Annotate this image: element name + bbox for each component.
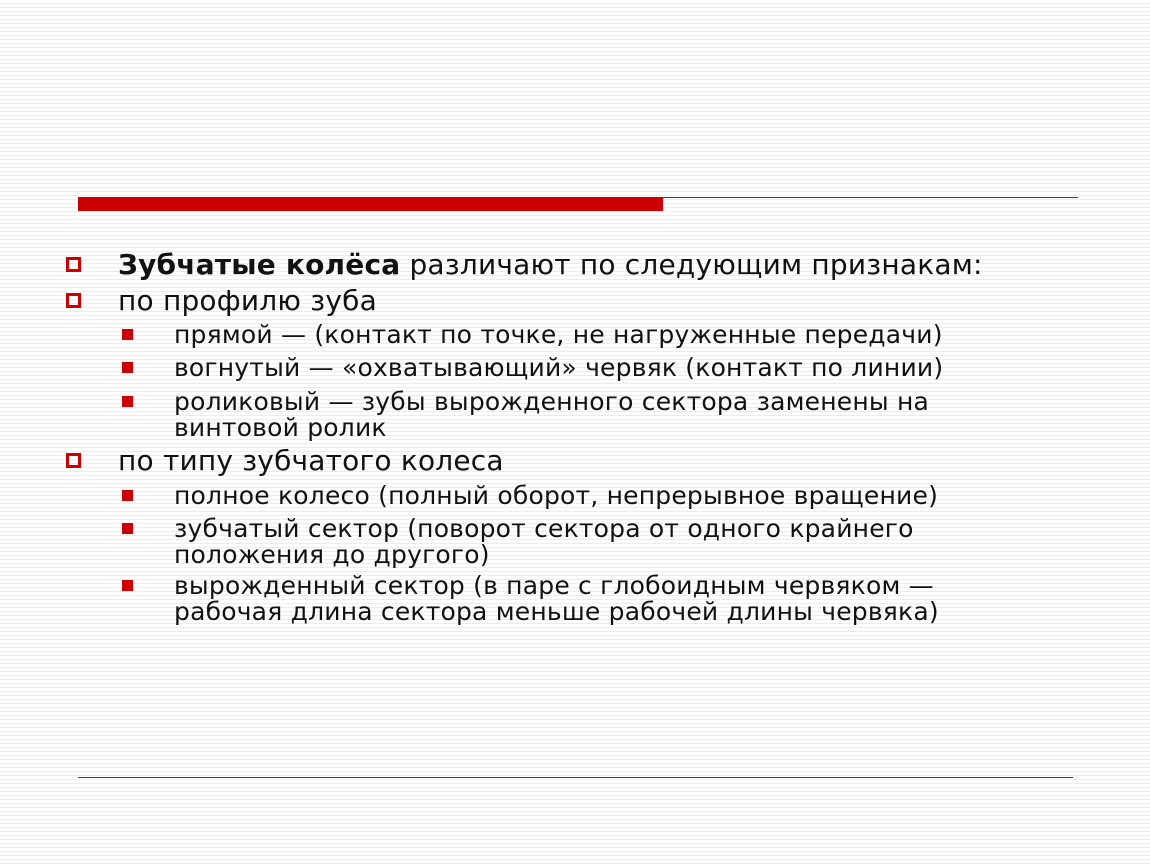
list-item-text: различают по следующим признакам: <box>400 248 983 281</box>
list-item: по профилю зуба <box>118 284 377 317</box>
filled-square-bullet-icon <box>122 362 133 373</box>
sub-list-item: вогнутый — «охватывающий» червяк (контакт по линии) <box>174 353 944 382</box>
filled-square-bullet-icon <box>122 490 133 501</box>
sub-list-item: полное колесо (полный оборот, непрерывное вращение) <box>174 481 939 510</box>
filled-square-bullet-icon <box>122 523 133 534</box>
filled-square-bullet-icon <box>122 396 133 407</box>
hollow-square-bullet-icon <box>66 257 81 272</box>
hollow-square-bullet-icon <box>66 453 81 468</box>
sub-list-item: прямой — (контакт по точке, не нагруженные передачи) <box>174 320 943 349</box>
sub-list-item: зубчатый сектор (поворот сектора от одного крайнего положения до другого) <box>174 514 914 569</box>
sub-list-item: вырожденный сектор (в паре с глобоидным червяком — рабочая длина сектора меньше рабочей длины червяка) <box>174 571 939 626</box>
filled-square-bullet-icon <box>122 329 133 340</box>
list-item <box>118 249 983 281</box>
hollow-square-bullet-icon <box>66 293 81 308</box>
filled-square-bullet-icon <box>122 580 133 591</box>
sub-list-item: роликовый — зубы вырожденного сектора заменены на винтовой ролик <box>174 387 930 442</box>
list-item: по типу зубчатого колеса <box>118 444 504 477</box>
bold-term: Зубчатые колёса <box>118 248 401 281</box>
